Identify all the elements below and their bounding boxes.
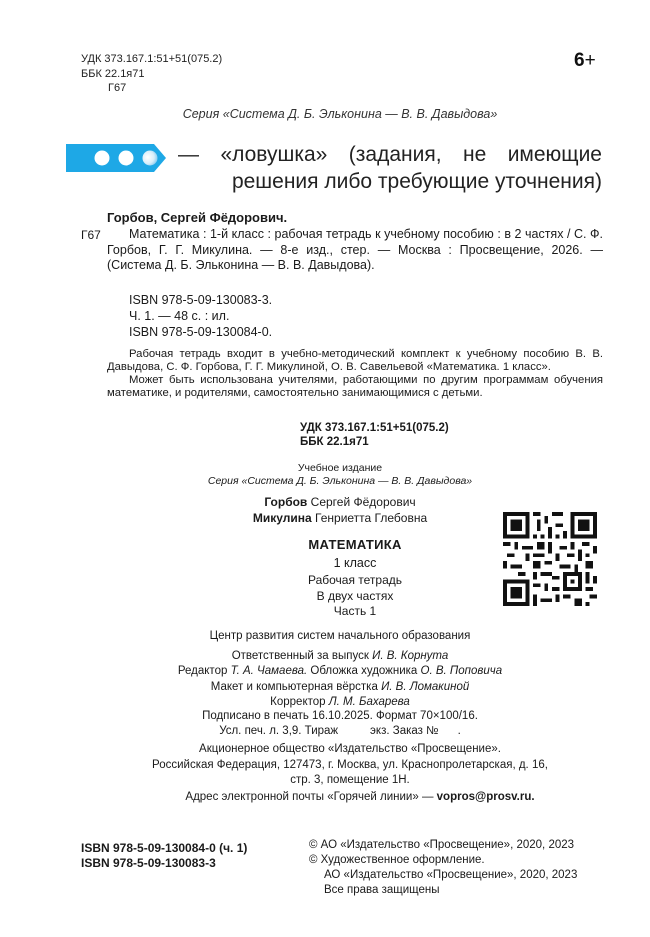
trap-legend-text bbox=[178, 141, 602, 195]
bib-author-mark: Г67 bbox=[81, 228, 101, 242]
book-type: Рабочая тетрадь bbox=[307, 573, 403, 587]
bib-classification bbox=[300, 421, 449, 449]
rights-reserved: Все права защищены bbox=[324, 884, 440, 896]
publisher-name: Акционерное общество «Издательство «Просвещение». bbox=[199, 743, 501, 755]
credit-label: Макет и компьютерная вёрстка bbox=[210, 680, 378, 693]
credit-label: Ответственный за выпуск bbox=[231, 649, 369, 662]
footer-isbn-part: ISBN 978-5-09-130084-0 (ч. 1) bbox=[81, 841, 248, 855]
author-surname: Микулина bbox=[252, 510, 312, 525]
print-info bbox=[100, 709, 580, 739]
hotline-email[interactable]: vopros@prosv.ru. bbox=[436, 791, 535, 803]
credit-responsible bbox=[100, 649, 580, 665]
author-name: Сергей Фёдорович bbox=[310, 495, 416, 509]
imprint-author-2 bbox=[110, 511, 570, 527]
bbk-code: ББК 22.1я71 bbox=[81, 67, 145, 80]
imprint-author-1 bbox=[110, 495, 570, 511]
age-rating-number: 6 bbox=[574, 50, 585, 71]
author-mark: Г67 bbox=[108, 82, 127, 94]
copyright-line-1: © АО «Издательство «Просвещение», 2020, 2023 bbox=[309, 839, 575, 851]
legend-line-1: — «ловушка» (задания, не имеющие bbox=[178, 143, 602, 166]
imprint-authors bbox=[110, 495, 570, 526]
age-rating bbox=[574, 50, 596, 72]
book-title: МАТЕМАТИКА bbox=[308, 537, 402, 552]
bib-isbn-part: ISBN 978-5-09-130084-0. bbox=[129, 325, 273, 339]
publisher-address-2: стр. 3, помещение 1Н. bbox=[290, 774, 410, 786]
credit-label: Редактор bbox=[177, 665, 228, 677]
bib-description: Математика : 1-й класс : рабочая тетрадь к учебному пособию : в 2 частях / С. Ф. Горбов, Г. Г. Микулина. — 8-е изд., стер. — Москва : Просвещение, 2026. — (Система Д. Б. Эльконина — В. В. Давыдова). bbox=[107, 227, 603, 272]
annotation-paragraph-2: Может быть использована учителями, работающими по другим программам обучения математике, и родителями, самостоятельно занимающимися с детьми. bbox=[107, 374, 603, 399]
imprint-series: Серия «Система Д. Б. Эльконина — В. В. Давыдова» bbox=[207, 475, 473, 487]
credit-person: Т. А. Чамаева. bbox=[230, 665, 308, 677]
book-parts: В двух частях bbox=[316, 588, 394, 603]
credit-person: Л. М. Бахарева bbox=[328, 696, 410, 708]
copyright-block bbox=[309, 838, 577, 898]
footer-isbn bbox=[81, 841, 247, 870]
qr-code-icon[interactable] bbox=[502, 512, 598, 606]
imprint-edition bbox=[110, 462, 570, 488]
credit-person: И. В. Корнута bbox=[372, 649, 449, 662]
credit-person: О. В. Поповича bbox=[420, 665, 503, 677]
bib-isbn-block bbox=[129, 292, 272, 340]
book-part: Часть 1 bbox=[333, 604, 377, 618]
hotline-label: Адрес электронной почты «Горячей линии» — bbox=[185, 791, 434, 803]
credits bbox=[100, 629, 580, 711]
copyright-line-2: © Художественное оформление. bbox=[309, 854, 485, 866]
age-rating-plus: + bbox=[584, 50, 596, 71]
bib-isbn-set: ISBN 978-5-09-130083-3. bbox=[129, 293, 273, 307]
footer-isbn-set: ISBN 978-5-09-130083-3 bbox=[81, 855, 216, 870]
trap-three-dots-icon bbox=[66, 144, 166, 172]
author-surname: Горбов bbox=[264, 495, 308, 509]
book-grade: 1 класс bbox=[333, 556, 377, 570]
udk-code: УДК 373.167.1:51+51(075.2) bbox=[81, 53, 223, 65]
credit-label: Обложка художника bbox=[310, 665, 418, 677]
print-sheets: Усл. печ. л. 3,9. Тираж экз. Заказ № . bbox=[219, 725, 461, 737]
annotation bbox=[107, 348, 603, 400]
imprint-title-block bbox=[240, 536, 470, 620]
copyright-line-3: АО «Издательство «Просвещение», 2020, 2023 bbox=[324, 869, 578, 881]
bib-part: Ч. 1. — 48 с. : ил. bbox=[129, 309, 230, 323]
credit-layout bbox=[100, 680, 580, 696]
annotation-paragraph-1: Рабочая тетрадь входит в учебно-методический комплект к учебному пособию В. В. Давыдова, С. Ф. Горбова, Г. Г. Микулиной, О. В. Савельевой «Математика. 1 класс». bbox=[107, 348, 603, 373]
publisher-address-1: Российская Федерация, 127473, г. Москва, ул. Краснопролетарская, д. 16, bbox=[152, 758, 548, 771]
hotline bbox=[80, 791, 610, 803]
bib-author-heading: Горбов, Сергей Фёдорович. bbox=[107, 210, 288, 225]
udk-header-block bbox=[81, 52, 222, 96]
author-name: Генриетта Глебовна bbox=[315, 510, 428, 525]
credit-label: Корректор bbox=[270, 696, 326, 708]
bib-bbk: ББК 22.1я71 bbox=[300, 436, 369, 448]
edition-type: Учебное издание bbox=[297, 462, 383, 474]
legend-line-2: решения либо требующие уточнения) bbox=[231, 170, 602, 193]
credit-person: И. В. Ломакиной bbox=[381, 680, 470, 693]
credits-center: Центр развития систем начального образования bbox=[209, 630, 471, 642]
publisher-info bbox=[100, 742, 600, 789]
credit-editor-cover bbox=[100, 664, 580, 680]
bib-udk: УДК 373.167.1:51+51(075.2) bbox=[300, 422, 449, 434]
series-line: Серия «Система Д. Б. Эльконина — В. В. Давыдова» bbox=[182, 107, 498, 121]
print-signed: Подписано в печать 16.10.2025. Формат 70×100/16. bbox=[202, 710, 478, 722]
